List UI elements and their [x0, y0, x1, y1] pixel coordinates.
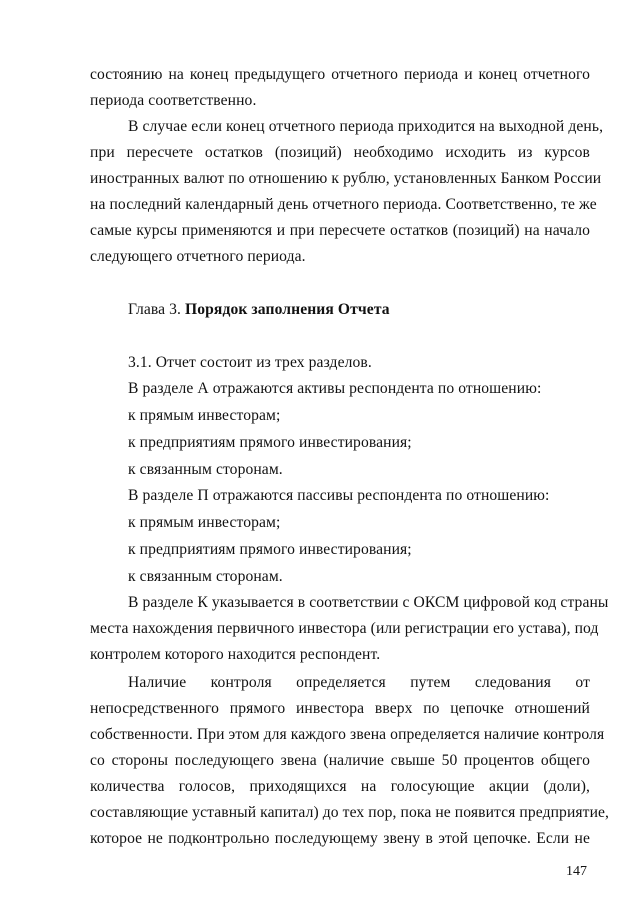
section-3-1-line-8: к предприятиям прямого инвестирования;: [128, 541, 412, 558]
paragraph-control-line-5: количества голосов, приходящихся на голосующие акции (доли),: [90, 778, 590, 795]
chapter-number: Глава 3.: [128, 301, 182, 318]
paragraph-k-line-2: места нахождения первичного инвестора (или регистрации его устава), под: [90, 620, 599, 637]
paragraph-2-line-6: следующего отчетного периода.: [90, 248, 306, 265]
section-3-1-line-4: к предприятиям прямого инвестирования;: [128, 434, 412, 451]
paragraph-control-line-4: со стороны последующего звена (наличие свыше 50 процентов общего: [90, 752, 590, 769]
paragraph-1-line-1: состоянию на конец предыдущего отчетного периода и конец отчетного: [90, 66, 590, 83]
paragraph-1-line-2: периода соответственно.: [90, 92, 257, 109]
paragraph-control-line-3: собственности. При этом для каждого звена определяется наличие контроля: [90, 726, 605, 743]
paragraph-k-line-1: В разделе К указывается в соответствии с ОКСМ цифровой код страны: [128, 594, 609, 611]
chapter-title: Порядок заполнения Отчета: [185, 301, 390, 318]
section-3-1-line-6: В разделе П отражаются пассивы респондента по отношению:: [128, 487, 550, 504]
paragraph-2-line-4: на последний календарный день отчетного периода. Соответственно, те же: [90, 196, 597, 213]
paragraph-2-line-5: самые курсы применяются и при пересчете остатков (позиций) на начало: [90, 222, 590, 239]
section-3-1-line-5: к связанным сторонам.: [128, 461, 283, 478]
section-3-1-line-3: к прямым инвесторам;: [128, 407, 281, 424]
section-3-1-line-9: к связанным сторонам.: [128, 568, 283, 585]
section-3-1-line-7: к прямым инвесторам;: [128, 514, 281, 531]
paragraph-2-line-2: при пересчете остатков (позиций) необходимо исходить из курсов: [90, 144, 590, 161]
paragraph-control-line-2: непосредственного прямого инвестора вверх по цепочке отношений: [90, 700, 590, 717]
page-number: 147: [566, 864, 587, 879]
paragraph-control-line-7: которое не подконтрольно последующему звену в этой цепочке. Если не: [90, 830, 590, 847]
paragraph-k-line-3: контролем которого находится респондент.: [90, 646, 381, 663]
section-3-1-line-2: В разделе А отражаются активы респондента по отношению:: [128, 380, 542, 397]
paragraph-2-line-3: иностранных валют по отношению к рублю, установленных Банком России: [90, 170, 602, 187]
paragraph-2-line-1: В случае если конец отчетного периода приходится на выходной день,: [128, 118, 604, 135]
paragraph-control-line-1: Наличие контроля определяется путем следования от: [128, 674, 590, 691]
paragraph-control-line-6: составляющие уставный капитал) до тех пор, пока не появится предприятие,: [90, 804, 610, 821]
chapter-heading: [128, 301, 590, 319]
section-3-1-line-1: 3.1. Отчет состоит из трех разделов.: [128, 354, 372, 371]
